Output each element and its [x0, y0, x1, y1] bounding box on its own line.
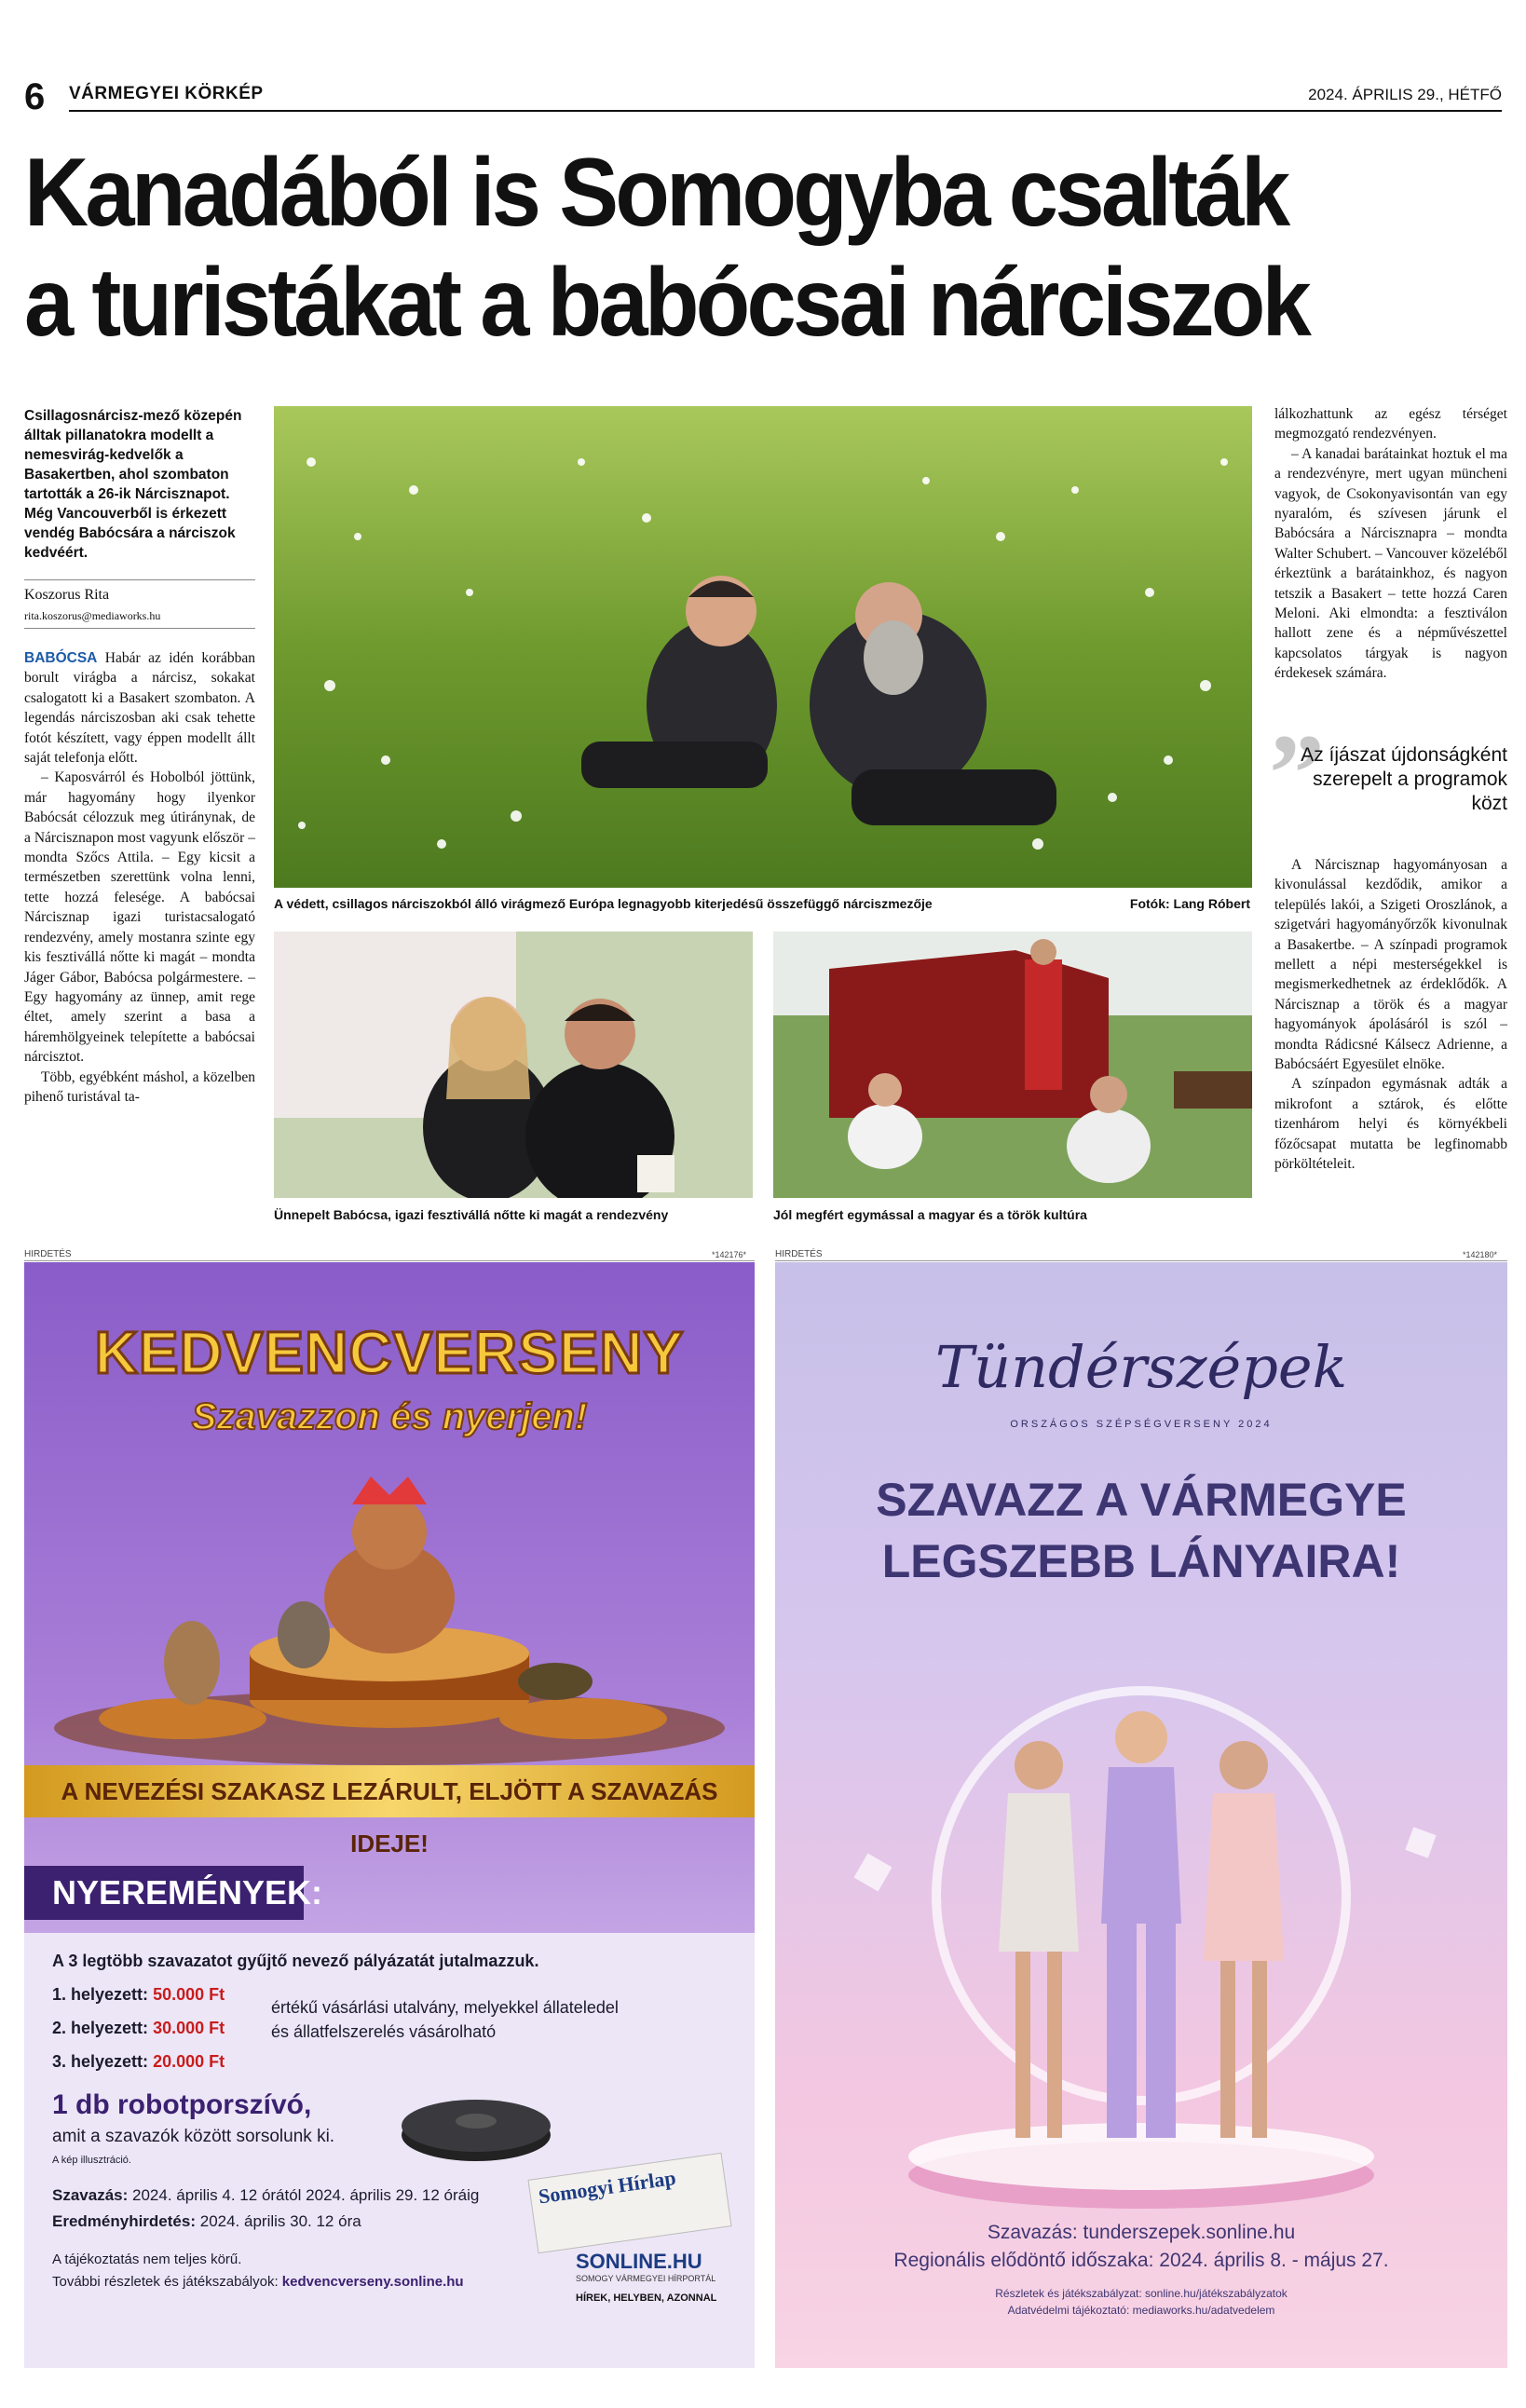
tz-rules-line: Részletek és játékszabályzat: sonline.hu/játékszabályzatok	[995, 2287, 1288, 2300]
kv-prizes-heading: NYEREMÉNYEK:	[24, 1866, 304, 1920]
sonline-logo: SONLINE.HU SOMOGY VÁRMEGYEI HÍRPORTÁL HÍREK, HELYBEN, AZONNAL	[576, 2250, 717, 2304]
pullquote: Az íjászat újdonságként szerepelt a programok közt	[1301, 744, 1507, 814]
ad-code-left: *142176*	[712, 1250, 747, 1259]
quote-mark-icon: ”	[1269, 711, 1325, 835]
tz-logo-sub: ORSZÁGOS SZÉPSÉGVERSENY 2024	[1010, 1419, 1273, 1430]
tz-privacy-line: Adatvédelmi tájékoztató: mediaworks.hu/adatvedelem	[1007, 2304, 1275, 2317]
lead-rule	[24, 579, 255, 580]
kv-result-date: Eredményhirdetés: 2024. április 30. 12 óra	[52, 2212, 361, 2230]
section-name: VÁRMEGYEI KÖRKÉP	[69, 84, 264, 103]
paragraph: A színpadon egymásnak adták a mikrofont a sztárok, és előtte tizenhárom helyi és környékbeli főzőcsapat mutatta be legfinomabb pörköltételeit.	[1274, 1076, 1507, 1173]
caption-festival-couple: Ünnepelt Babócsa, igazi fesztivállá nőtte ki magát a rendezvény	[274, 1207, 669, 1222]
tz-round-line: Regionális elődöntő időszaka: 2024. április 8. - május 27.	[893, 2250, 1389, 2271]
article-column-1	[24, 648, 255, 1107]
article-lead: Csillagosnárcisz-mező közepén álltak pillanatokra modellt a nemesvirág-kedvelők a Basakertben, ahol szombaton tartották a 26-ik Nárcisznapot. Még Vancouverből is érkezett vendég Babócsára a nárciszok kedvéért.	[24, 408, 242, 561]
paragraph: – Kaposvárról és Hobolból jöttünk, már hagyomány hogy ilyenkor Babócsát célozzuk meg útiránynak, de a Nárcisznapon most vagyunk először – mondta Szőcs Attila. – Egy kicsit a természetben szerettünk volna lenni, tette hozzá felesége. A babócsai Nárcisznap igazi turistacsalogató rendezvény, amely mostanra szinte egy kis fesztivállá nőtte ki magát – mondta Jáger Gábor, Babócsa polgármestere. – Egy hagyomány az ünnep, amit rege éltet, amely szerint a basa a háremhölgyeinek telepítette a babócsai nárcisztot.	[24, 769, 255, 1066]
kv-robot-heading: 1 db robotporszívó,	[52, 2089, 312, 2120]
kv-banner: A NEVEZÉSI SZAKASZ LEZÁRULT, ELJÖTT A SZAVAZÁS IDEJE!	[24, 1765, 755, 1817]
ad-kedvencverseny[interactable]	[24, 1262, 755, 2368]
photo-narcissus-field	[274, 406, 1252, 888]
paragraph: – A kanadai barátainkat hoztuk el ma a rendezvényre, mert ugyan müncheni vagyok, de Csokonyavisontán van egy nyaralóm, és szívesen járunk el Babócsára a Nárcisznapra – mondta Walter Schubert. – Vancouver közeléből érkeztünk a barátainkhoz, és nagyon tetszik a Basakert – tette hozzá Caren Meloni. Aki elmondta: a fesztiválon hallott zene és a népművészettel kapcsolatos tárgyak is nagyon érdekesek számára.	[1274, 445, 1507, 682]
kv-vote-period: Szavazás: 2024. április 4. 12 órától 2024. április 29. 12 óráig	[52, 2186, 480, 2204]
paragraph: Több, egyébként máshol, a közelben pihenő turistával ta-	[24, 1068, 255, 1105]
page-header	[24, 78, 1502, 116]
ad-label-left: HIRDETÉS	[24, 1249, 72, 1259]
tz-headline: SZAVAZZ A VÁRMEGYE LEGSZEBB LÁNYAIRA!	[876, 1474, 1407, 1587]
tz-vote-line: Szavazás: tunderszepek.sonline.hu	[987, 2222, 1296, 2243]
photo-festival-couple	[274, 932, 753, 1198]
kv-subtitle: Szavazzon és nyerjen!	[191, 1396, 588, 1437]
byline-author: Koszorus Rita	[24, 587, 110, 603]
kv-info-line-1: A tájékoztatás nem teljes körű.	[52, 2252, 242, 2267]
kv-title: KEDVENCVERSENY	[94, 1319, 685, 1386]
newspaper-illustration: Somogyi Hírlap	[527, 2153, 731, 2253]
kv-rules-link[interactable]: kedvencverseny.sonline.hu	[281, 2274, 464, 2290]
headline-line-2: a turistákat a babócsai nárciszok	[24, 249, 1309, 357]
robot-vacuum-icon	[392, 2084, 560, 2168]
kv-place-2: 2. helyezett: 30.000 Ft	[52, 2019, 225, 2037]
ad-label-right: HIRDETÉS	[775, 1249, 823, 1259]
article-headline	[24, 138, 1396, 358]
paragraph: BABÓCSA Habár az idén korábban borult virágba a nárcisz, sokakat csalogatott ki a Basakert szombaton. A legendás nárciszosban aki csak tehette fotót készített, vagy éppen modellt állt saját telefonja előtt.	[24, 650, 256, 767]
issue-date: 2024. ÁPRILIS 29., HÉTFŐ	[1308, 86, 1502, 103]
kv-prizes-intro: A 3 legtöbb szavazatot gyűjtő nevező pályázatát jutalmazzuk.	[52, 1952, 539, 1970]
photo-turkish-tent	[773, 932, 1252, 1198]
caption-turkish-tent: Jól megfért egymással a magyar és a török kultúra	[773, 1207, 1087, 1222]
kv-voucher-line-2: és állatfelszerelés vásárolható	[271, 2022, 497, 2041]
kv-info-line-2: További részletek és játékszabályok: kedvencverseny.sonline.hu	[52, 2274, 464, 2290]
kv-voucher-line-1: értékű vásárlási utalvány, melyekkel állateledel	[271, 1998, 619, 2017]
beauty-contest-illustration	[775, 1616, 1507, 2212]
ad-code-right: *142180*	[1463, 1250, 1498, 1259]
header-rule	[69, 110, 1502, 112]
narcissus-field-photo	[274, 406, 1252, 888]
pets-podium-illustration	[24, 1467, 755, 1765]
photo-credit: Fotók: Lang Róbert	[1129, 896, 1250, 911]
caption-main-photo: A védett, csillagos nárciszokból álló virágmező Európa legnagyobb kiterjedésű összefüggő nárciszmezője	[274, 896, 933, 911]
festival-couple-photo	[274, 932, 753, 1198]
kv-place-1: 1. helyezett: 50.000 Ft	[52, 1985, 225, 2004]
kv-illustration-note: A kép illusztráció.	[52, 2155, 131, 2166]
ad-tunderszepek[interactable]	[775, 1262, 1507, 2368]
tz-logo: Tündérszépek	[934, 1333, 1348, 1401]
dateline: BABÓCSA	[24, 650, 98, 666]
paragraph: A Nárcisznap hagyományosan a kivonulással kezdődik, amikor a település lakói, a Szigeti Oroszlánok, a szigetvári hagyományőrzők kivonulnak a Basakertbe. – A színpadi programok mellett a népi mesterségekkel is megismerkedhetnek az érdeklődők. A Nárcisznap a török és a magyar hagyományok ápolásáról is szól –mondta Rádicsné Kálsecz Adrienne, a Babócsáért Egyesület elnöke.	[1274, 857, 1507, 1073]
page-number: 6	[24, 76, 46, 117]
ad-rule-right	[775, 1260, 1507, 1261]
headline-line-1: Kanadából is Somogyba csalták	[24, 139, 1288, 247]
article-column-3-bottom	[1274, 855, 1507, 1175]
byline-email: rita.koszorus@mediaworks.hu	[24, 609, 161, 622]
kv-robot-sub: amit a szavazók között sorsolunk ki.	[52, 2127, 335, 2146]
kv-place-3: 3. helyezett: 20.000 Ft	[52, 2052, 225, 2071]
paragraph: lálkozhattunk az egész térséget megmozgató rendezvényen.	[1274, 406, 1507, 442]
ad-rule-left	[24, 1260, 755, 1261]
byline-rule	[24, 628, 255, 629]
turkish-tent-photo	[773, 932, 1252, 1198]
article-column-3-top	[1274, 404, 1507, 684]
